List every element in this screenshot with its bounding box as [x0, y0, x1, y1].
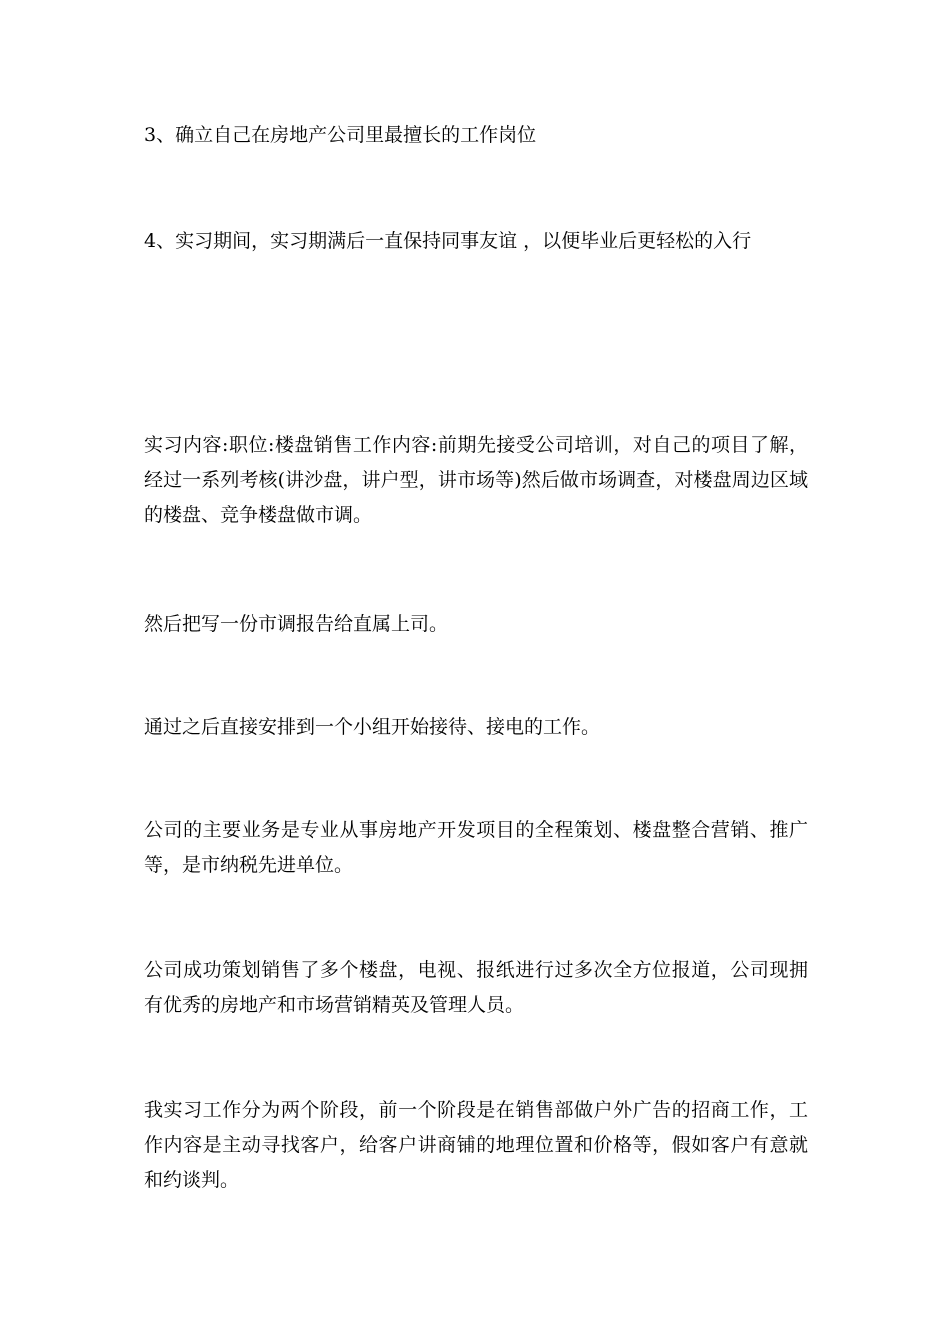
paragraph-company-success: 公司成功策划销售了多个楼盘，电视、报纸进行过多次全方位报道，公司现拥有优秀的房地产和市场营销精英及管理人员。 [144, 959, 808, 1016]
paragraph-internship-content: 实习内容:职位:楼盘销售工作内容:前期先接受公司培训，对自己的项目了解，经过一系列考核(讲沙盘，讲户型，讲市场等)然后做市场调查，对楼盘周边区域的楼盘、竞争楼盘做市调。 [144, 434, 808, 526]
paragraph-work-stages: 我实习工作分为两个阶段，前一个阶段是在销售部做户外广告的招商工作，工作内容是主动寻找客户，给客户讲商铺的地理位置和价格等，假如客户有意就和约谈判。 [144, 1099, 808, 1191]
paragraph-reception-work: 通过之后直接安排到一个小组开始接待、接电的工作。 [144, 716, 601, 738]
paragraph-goal-4: 4、实习期间，实习期满后一直保持同事友谊 ，以便毕业后更轻松的入行 [144, 230, 752, 252]
paragraph-company-business: 公司的主要业务是专业从事房地产开发项目的全程策划、楼盘整合营销、推广等，是市纳税先进单位。 [144, 819, 808, 876]
paragraph-goal-3: 3、确立自己在房地产公司里最擅长的工作岗位 [144, 124, 537, 146]
paragraph-market-report: 然后把写一份市调报告给直属上司。 [144, 613, 449, 635]
